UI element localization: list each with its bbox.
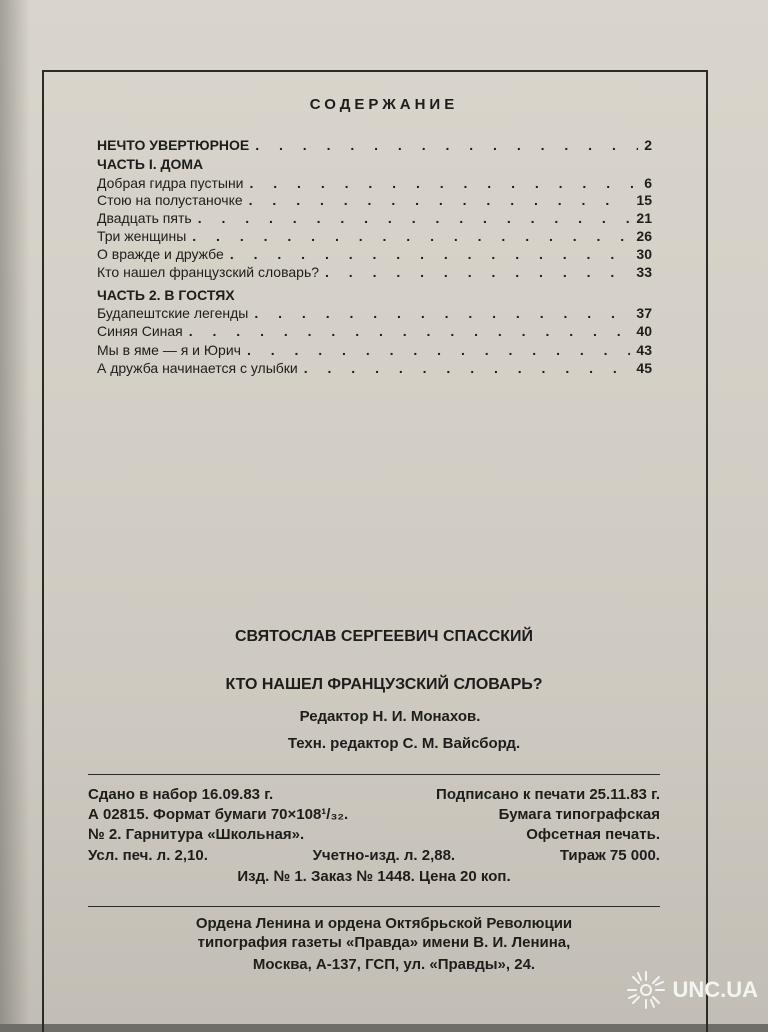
toc-entry-title: Мы в яме — я и Юрич	[97, 342, 241, 358]
toc-entry	[97, 360, 652, 378]
toc-heading	[97, 156, 652, 174]
toc-page-number: 26	[636, 228, 652, 244]
toc-entry	[97, 246, 652, 264]
watermark-text: UNC.UA	[672, 977, 758, 1002]
dot-leader	[247, 342, 630, 358]
toc-entry-title: НЕЧТО УВЕРТЮРНОЕ	[97, 137, 250, 153]
toc-entry-title: О вражде и дружбе	[97, 246, 224, 262]
imprint-segment: Тираж 75 000.	[559, 847, 660, 864]
toc-entry	[97, 228, 652, 246]
toc-entry-title: Добрая гидра пустыни	[97, 175, 244, 191]
tech-editor-line: Техн. редактор С. М. Вайсборд.	[287, 735, 521, 752]
imprint-line	[88, 826, 660, 843]
imprint-segment: № 2. Гарнитура «Школьная».	[88, 826, 305, 843]
toc-entry-title: Три женщины	[97, 228, 187, 244]
imprint-segment: Усл. печ. л. 2,10.	[88, 847, 208, 864]
toc-page-number: 2	[644, 137, 652, 153]
toc-entry-title: Кто нашел французский словарь?	[97, 264, 320, 280]
toc-page-number: 37	[636, 305, 652, 321]
imprint-segment: Сдано в набор 16.09.83 г.	[88, 786, 274, 803]
toc-page-number: 33	[636, 264, 652, 280]
toc-entry	[97, 192, 652, 210]
imprint-segment: Учетно-изд. л. 2,88.	[312, 847, 456, 864]
toc-page-number: 43	[636, 342, 652, 358]
page-shadow	[0, 0, 30, 1024]
toc-entry	[97, 342, 652, 360]
toc-entry-title: А дружба начинается с улыбки	[97, 360, 298, 376]
toc-entry-title: ЧАСТЬ I. ДОМА	[97, 156, 204, 172]
dot-leader	[198, 210, 631, 226]
toc-entry-title: ЧАСТЬ 2. В ГОСТЯХ	[97, 287, 235, 303]
toc-heading	[97, 137, 652, 155]
toc-page-number: 40	[636, 323, 652, 339]
printer-line-1: Ордена Ленина и ордена Октябрьской Революции	[195, 915, 573, 932]
imprint-segment: Подписано к печати 25.11.83 г.	[436, 786, 660, 803]
toc-entry	[97, 305, 652, 323]
dot-leader	[325, 264, 630, 280]
toc-entry	[97, 175, 652, 193]
toc-page-number: 21	[636, 210, 652, 226]
imprint-line	[88, 847, 660, 864]
toc-entry-title: Двадцать пять	[97, 210, 192, 226]
imprint-segment: Изд. № 1. Заказ № 1448. Цена 20 коп.	[237, 868, 511, 885]
toc-entry-title: Будапештские легенды	[97, 305, 249, 321]
toc-page-number: 15	[636, 192, 652, 208]
imprint-line	[88, 806, 660, 823]
dot-leader	[189, 323, 631, 339]
dot-leader	[254, 305, 630, 321]
printer-line-3: Москва, А-137, ГСП, ул. «Правды», 24.	[252, 956, 536, 973]
imprint-segment: А 02815. Формат бумаги 70×108¹/₃₂.	[88, 806, 349, 823]
editor-line: Редактор Н. И. Монахов.	[299, 708, 481, 725]
dot-leader	[304, 360, 631, 376]
dot-leader	[192, 228, 630, 244]
dot-leader	[249, 192, 631, 208]
dot-leader	[230, 246, 631, 262]
toc-entry	[97, 323, 652, 341]
toc-entry	[97, 264, 652, 282]
watermark	[626, 970, 758, 1010]
toc-heading	[97, 287, 652, 305]
toc-page-number: 30	[636, 246, 652, 262]
imprint-segment: Офсетная печать.	[526, 826, 660, 843]
sunburst-logo-icon	[626, 970, 666, 1010]
toc-title: СОДЕРЖАНИЕ	[309, 96, 459, 113]
dot-leader	[250, 175, 639, 191]
toc-page-number: 6	[644, 175, 652, 191]
imprint-line	[88, 868, 660, 885]
toc-entry	[97, 210, 652, 228]
toc-entry-title: Стою на полустаночке	[97, 192, 243, 208]
dot-leader	[255, 137, 638, 153]
book-title: КТО НАШЕЛ ФРАНЦУЗСКИЙ СЛОВАРЬ?	[225, 676, 543, 693]
divider-top	[88, 774, 660, 775]
imprint-segment: Бумага типографская	[498, 806, 660, 823]
toc-page-number: 45	[636, 360, 652, 376]
author-name: СВЯТОСЛАВ СЕРГЕЕВИЧ СПАССКИЙ	[234, 628, 534, 645]
divider-bottom	[88, 906, 660, 907]
printer-line-2: типография газеты «Правда» имени В. И. Ленина,	[197, 934, 571, 951]
toc-entry-title: Синяя Синая	[97, 323, 183, 339]
imprint-line	[88, 786, 660, 803]
